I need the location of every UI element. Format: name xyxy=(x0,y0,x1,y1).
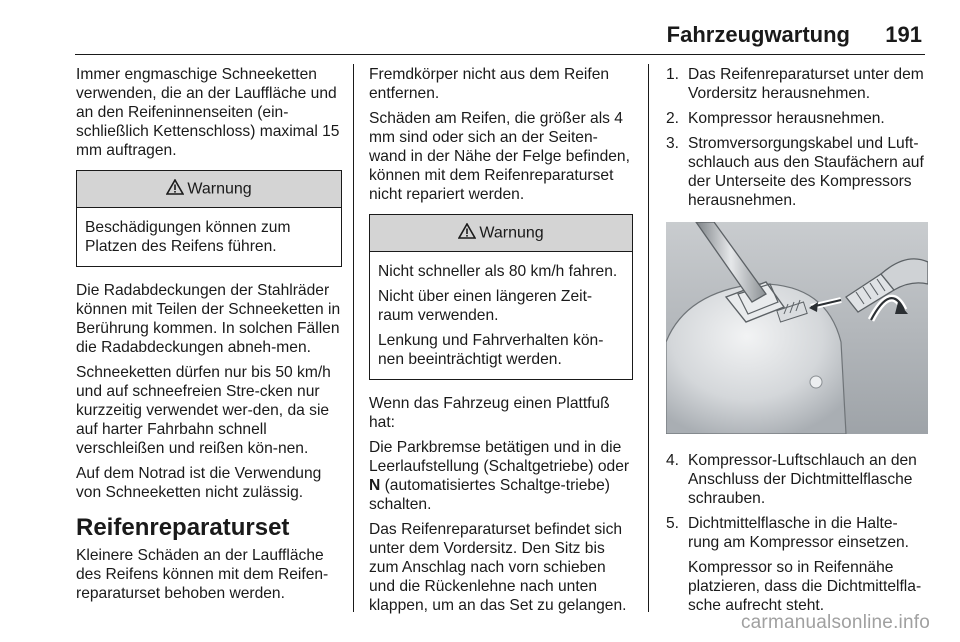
header-title: Fahrzeugwartung xyxy=(666,22,850,47)
step-extra-text: Kompressor so in Reifennähe platzieren, dass die Dichtmittelfla-sche aufrecht steht. xyxy=(688,559,922,614)
step-text: Kompressor herausnehmen. xyxy=(688,110,885,127)
paragraph: Immer engmaschige Schneeketten verwenden, die an der Lauffläche und an den Reifeninnenseiten (ein-schließlich Kettenschloss) maximal 15 mm auftragen. xyxy=(76,66,340,159)
warning-body xyxy=(370,252,632,379)
step-text: Kompressor-Luftschlauch an den Anschluss der Dichtmittelflasche schrauben. xyxy=(688,452,917,507)
step-text: Stromversorgungskabel und Luft-schlauch aus den Staufächern auf der Unterseite des Kompressors herausnehmen. xyxy=(688,135,924,209)
warning-header xyxy=(77,171,341,208)
warning-triangle-icon xyxy=(458,223,476,244)
warning-triangle-icon xyxy=(166,179,184,200)
warning-box xyxy=(76,170,342,267)
section-title: Reifenreparaturset xyxy=(76,514,290,541)
column-1 xyxy=(76,65,342,609)
list-item xyxy=(666,109,928,128)
watermark: carmanualsonline.info xyxy=(740,612,930,633)
warning-text: Beschädigungen können zum Platzen des Reifens führen. xyxy=(85,219,291,255)
page-number: 191 xyxy=(885,22,922,47)
list-item xyxy=(666,451,928,508)
warning-heading: Warnung xyxy=(479,224,544,242)
paragraph: Das Reifenreparaturset befindet sich unter dem Vordersitz. Den Sitz bis zum Anschlag nach vorn schieben und die Rückenlehne nach unten klappen, um an das Set zu gelangen. xyxy=(369,521,627,614)
paragraph xyxy=(369,438,633,514)
paragraph: Kleinere Schäden an der Lauffläche des Reifens können mit dem Reifen-reparaturset behoben werden. xyxy=(76,547,329,602)
warning-line: Lenkung und Fahrverhalten kön-nen beeinträchtigt werden. xyxy=(378,332,604,368)
step-number: 3. xyxy=(666,135,680,152)
header-rule xyxy=(75,54,925,55)
list-item xyxy=(666,514,928,615)
step-text: Dichtmittelflasche in die Halte-rung am Kompressor einsetzen. xyxy=(688,515,910,551)
step-list xyxy=(666,451,928,615)
text-run: (automatisiertes Schaltge-triebe) schalten. xyxy=(369,477,610,513)
paragraph: Schäden am Reifen, die größer als 4 mm sind oder sich an der Seiten-wand in der Nähe der Felge befinden, können mit dem Reifenreparaturset nicht repariert werden. xyxy=(369,110,630,203)
step-number: 2. xyxy=(666,110,680,127)
paragraph: Wenn das Fahrzeug einen Plattfuß hat: xyxy=(369,395,610,431)
column-divider-1 xyxy=(353,64,354,612)
step-number: 1. xyxy=(666,66,680,83)
column-divider-2 xyxy=(648,64,649,612)
step-number: 4. xyxy=(666,452,680,469)
paragraph: Schneeketten dürfen nur bis 50 km/h und auf schneefreien Stre-cken nur kurzzeitig verwendet wer-den, da sie auf harter Fahrbahn schnell verschleißen und reißen kön-nen. xyxy=(76,364,331,457)
column-2 xyxy=(369,65,633,621)
paragraph: Die Radabdeckungen der Stahlräder können mit Teilen der Schneeketten in Berührung kommen. In solchen Fällen die Radabdeckungen abneh-men. xyxy=(76,282,341,356)
warning-line: Nicht über einen längeren Zeit-raum verwenden. xyxy=(378,288,593,324)
step-number: 5. xyxy=(666,515,680,532)
list-item xyxy=(666,134,928,210)
paragraph: Auf dem Notrad ist die Verwendung von Schneeketten nicht zulässig. xyxy=(76,465,322,501)
step-list xyxy=(666,65,928,210)
compressor-hose-illustration xyxy=(666,222,928,434)
text-run: Die Parkbremse betätigen und in die Leerlaufstellung (Schaltgetriebe) oder xyxy=(369,439,630,475)
list-item xyxy=(666,65,928,103)
warning-heading: Warnung xyxy=(187,180,252,198)
warning-box xyxy=(369,214,633,380)
column-3 xyxy=(666,65,928,621)
warning-line: Nicht schneller als 80 km/h fahren. xyxy=(378,263,618,280)
warning-body xyxy=(77,208,341,266)
step-text: Das Reifenreparaturset unter dem Vordersitz herausnehmen. xyxy=(688,66,924,102)
paragraph: Fremdkörper nicht aus dem Reifen entfernen. xyxy=(369,66,610,102)
gear-position-n: N xyxy=(369,477,381,494)
warning-header xyxy=(370,215,632,252)
